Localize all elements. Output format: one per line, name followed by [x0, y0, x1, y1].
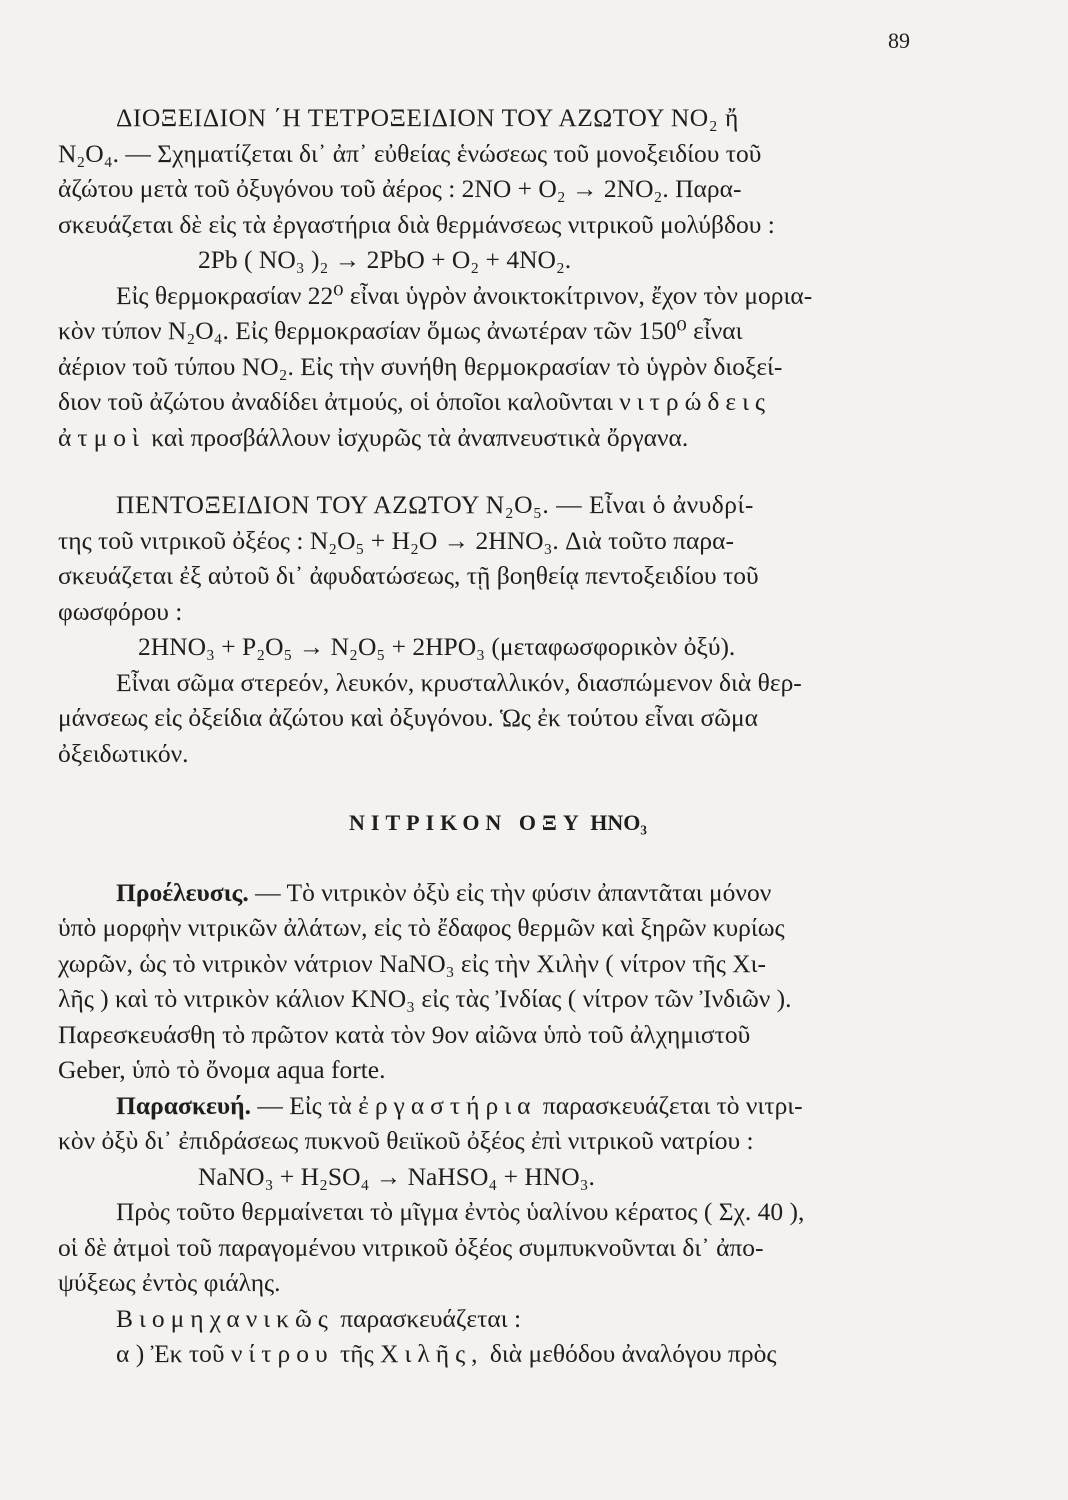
- paragraph-line: Εἶναι σῶμα στερεόν, λευκόν, κρυσταλλικόν, διασπώμενον διὰ θερ-: [116, 667, 802, 697]
- chemical-equation: 2Pb ( NO₃ )₂ → 2PbO + O₂ + 4NO₂.: [198, 245, 572, 274]
- text-run: παρασκευάζεται τὸ νιτρι-: [542, 1090, 803, 1120]
- text-run: διὰ μεθόδου ἀναλόγου πρὸς: [489, 1339, 777, 1368]
- paragraph-line: κὸν ὀξὺ δι᾽ ἐπιδράσεως πυκνοῦ θειϊκοῦ ὀξέος ἐπὶ νιτρικοῦ νατρίου :: [58, 1126, 754, 1155]
- section-nitrogen-dioxide: [58, 100, 938, 455]
- paragraph-line: σκευάζεται ἐξ αὐτοῦ δι᾽ ἀφυδατώσεως, τῇ βοηθείᾳ πεντοξειδίου τοῦ: [58, 561, 759, 590]
- spaced-term: Βιομηχανικῶς: [116, 1303, 334, 1333]
- paragraph-line: μάνσεως εἰς ὀξείδια ἀζώτου καὶ ὀξυγόνου. Ὡς ἐκ τούτου εἶναι σῶμα: [58, 703, 759, 732]
- paragraph-line: λῆς ) καὶ τὸ νιτρικὸν κάλιον KNO₃ εἰς τὰς Ἰνδίας ( νίτρον τῶν Ἰνδιῶν ).: [58, 984, 792, 1013]
- text-run: τῆς: [340, 1339, 374, 1368]
- paragraph-line: της τοῦ νιτρικοῦ ὀξέος : N₂O₅ + H₂O → 2HNO₃. Διὰ τοῦτο παρα-: [58, 525, 734, 555]
- section-heading: [58, 805, 938, 841]
- spaced-term: νίτρου: [230, 1339, 334, 1368]
- paragraph-line: Παρεσκευάσθη τὸ πρῶτον κατὰ τὸν 9ον αἰῶνα ὑπὸ τοῦ ἀλχημιστοῦ: [58, 1019, 751, 1049]
- text-run: — Εἰς τὰ: [250, 1090, 352, 1120]
- paragraph-line: [58, 420, 938, 456]
- paragraph-line: Πρὸς τοῦτο θερμαίνεται τὸ μῖγμα ἐντὸς ὑαλίνου κέρατος ( Σχ. 40 ),: [116, 1197, 805, 1226]
- heading-formula: HNO₃: [590, 810, 647, 835]
- text-run: καὶ προσβάλλουν ἰσχυρῶς τὰ ἀναπνευστικὰ ὄργανα.: [151, 422, 689, 452]
- paragraph-line: ψύξεως ἐντὸς φιάλης.: [58, 1268, 281, 1297]
- paragraph-line: [58, 1088, 938, 1124]
- spaced-term: Χιλῆς,: [380, 1339, 484, 1368]
- text-run: — Τὸ νιτρικὸν ὀξὺ εἰς τὴν φύσιν ἀπαντᾶται μόνον: [248, 877, 772, 907]
- heading-text: ΝΙΤΡΙΚΟΝ ΟΞΥ: [349, 810, 585, 835]
- paragraph-line: Ν₂Ο₄. — Σχηματίζεται δι᾽ ἀπ᾽ εὐθείας ἑνώσεως τοῦ μονοξειδίου τοῦ: [58, 138, 762, 168]
- spacer: [58, 841, 938, 875]
- page-number: 89: [888, 28, 910, 53]
- paragraph-line: ἀέριον τοῦ τύπου ΝΟ₂. Εἰς τὴν συνήθη θερμοκρασίαν τὸ ὑγρὸν διοξεί-: [58, 351, 783, 381]
- paragraph-line: ΔΙΟΞΕΙΔΙΟΝ ΄Η ΤΕΤΡΟΞΕΙΔΙΟΝ ΤΟΥ ΑΖΩΤΟΥ ΝΟ₂ ἤ: [116, 103, 739, 132]
- spaced-term: νιτρώδεις: [619, 387, 772, 416]
- paragraph-line: ὀξειδωτικόν.: [58, 738, 189, 768]
- section-origin: [58, 875, 938, 1088]
- spacer: [58, 455, 938, 487]
- text-run: διον τοῦ ἀζώτου ἀναδίδει ἀτμούς, οἱ ὁποῖοι καλοῦνται: [58, 387, 613, 416]
- paragraph-line: χωρῶν, ὡς τὸ νιτρικὸν νάτριον NaNO₃ εἰς τὴν Χιλὴν ( νίτρον τῆς Χι-: [58, 948, 767, 978]
- paragraph-line: [58, 1301, 938, 1337]
- chemical-equation: NaNO₃ + H₂SO₄ → NaHSO₄ + HNO₃.: [198, 1161, 595, 1191]
- spacer: [58, 771, 938, 805]
- spaced-term: ἐργαστήρια: [358, 1090, 537, 1120]
- paragraph-line: [58, 1336, 938, 1372]
- paragraph-line: ὑπὸ μορφὴν νιτρικῶν ἀλάτων, εἰς τὸ ἔδαφος θερμῶν καὶ ξηρῶν κυρίως: [58, 913, 785, 942]
- spaced-term: ἀτμοὶ: [58, 422, 145, 452]
- paragraph-line: Geber, ὑπὸ τὸ ὄνομα aqua forte.: [58, 1055, 386, 1084]
- paragraph-line: κὸν τύπον Ν₂Ο₄. Εἰς θερμοκρασίαν ὅμως ἀνωτέραν τῶν 150⁰ εἶναι: [58, 316, 743, 345]
- bold-term: Προέλευσις.: [116, 877, 249, 907]
- paragraph-line: οἱ δὲ ἀτμοὶ τοῦ παραγομένου νιτρικοῦ ὀξέος συμπυκνοῦνται δι᾽ ἀπο-: [58, 1232, 764, 1262]
- text-run: α ) Ἐκ τοῦ: [116, 1339, 225, 1368]
- paragraph-line: σκευάζεται δὲ εἰς τὰ ἐργαστήρια διὰ θερμάνσεως νιτρικοῦ μολύβδου :: [58, 209, 775, 239]
- section-preparation: [58, 1088, 938, 1372]
- page-body: [58, 100, 938, 1372]
- paragraph-line: φωσφόρου :: [58, 596, 183, 626]
- paragraph-line: [58, 384, 938, 420]
- paragraph-line: ΠΕΝΤΟΞΕΙΔΙΟΝ ΤΟΥ ΑΖΩΤΟΥ Ν₂Ο₅. — Εἶναι ὁ ἀνυδρί-: [116, 490, 754, 519]
- paragraph-line: ἀζώτου μετὰ τοῦ ὀξυγόνου τοῦ ἀέρος : 2NO + O₂ → 2NO₂. Παρα-: [58, 174, 742, 203]
- bold-term: Παρασκευή.: [116, 1090, 251, 1120]
- chemical-equation: 2HNO₃ + P₂O₅ → N₂O₅ + 2HPO₃ (μεταφωσφορικὸν ὀξύ).: [138, 632, 736, 661]
- text-run: παρασκευάζεται :: [340, 1303, 522, 1333]
- paragraph-line: Εἰς θερμοκρασίαν 22⁰ εἶναι ὑγρὸν ἀνοικτοκίτρινον, ἔχον τὸν μορια-: [116, 280, 813, 310]
- section-nitrogen-pentoxide: [58, 487, 938, 771]
- paragraph-line: [58, 875, 938, 911]
